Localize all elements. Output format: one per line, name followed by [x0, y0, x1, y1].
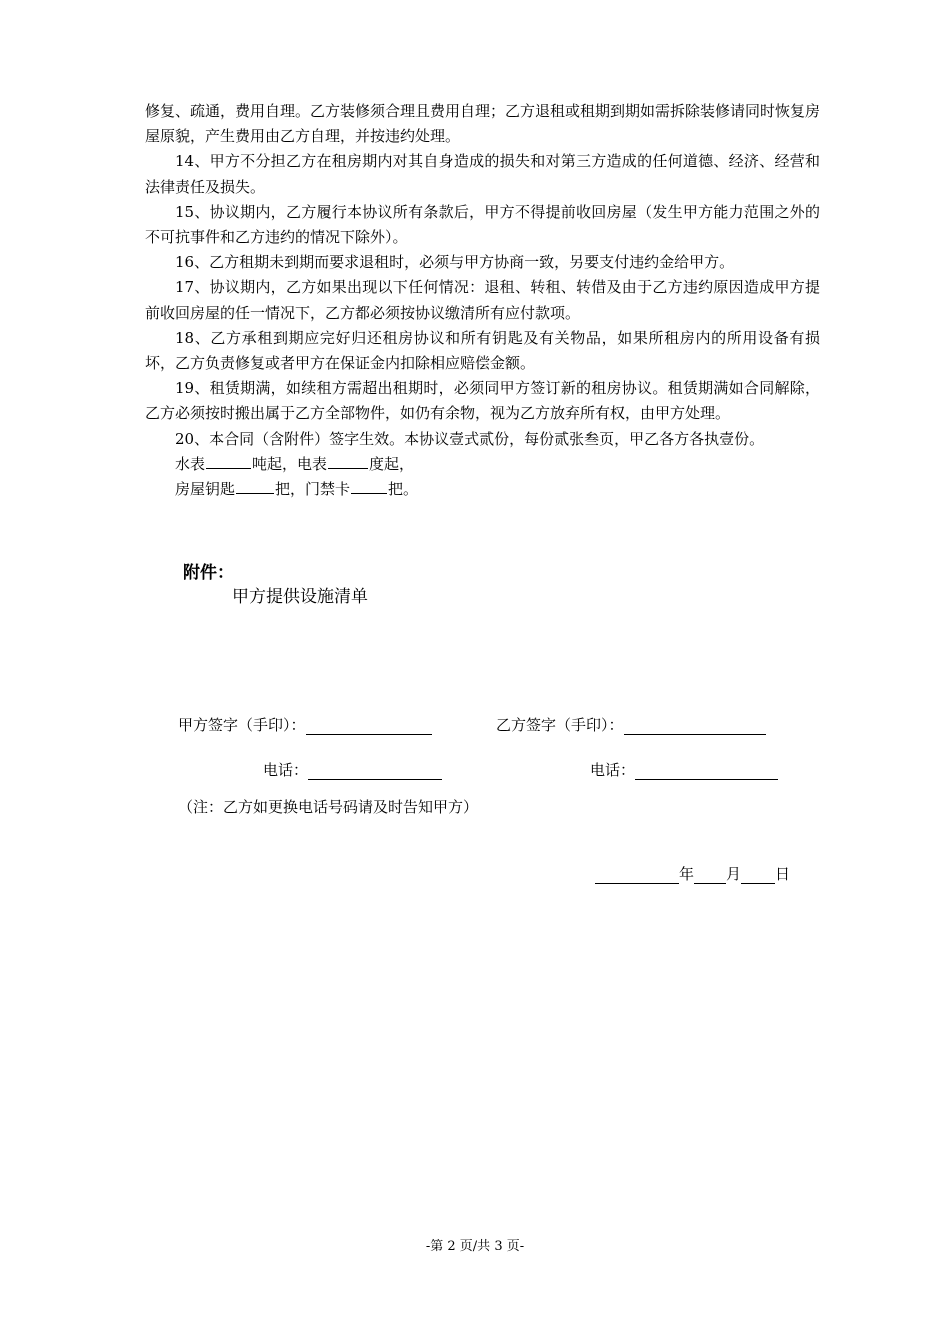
date-line [595, 863, 790, 884]
water-meter-unit: 吨起， [252, 454, 298, 473]
clause-19: 19、租赁期满，如续租方需超出租期时，必须同甲方签订新的租房协议。租赁期满如合同解除，乙方必须按时搬出属于乙方全部物件，如仍有余物，视为乙方放弃所有权，由甲方处理。 [145, 379, 820, 423]
clause-17: 17、协议期内，乙方如果出现以下任何情况：退租、转租、转借及由于乙方违约原因造成甲方提前收回房屋的任一情况下，乙方都必须按协议缴清所有应付款项。 [145, 278, 820, 322]
party-b-signature [496, 714, 766, 735]
party-a-signature [178, 714, 432, 735]
power-meter-unit: 度起， [369, 454, 415, 473]
page-footer: -第 2 页/共 3 页- [425, 1239, 525, 1254]
party-a-phone-label: 电话： [263, 761, 309, 779]
meter-readings-line [145, 452, 820, 477]
power-meter-blank[interactable] [328, 453, 368, 469]
clause-13-continued: 修复、疏通，费用自理。乙方装修须合理且费用自理；乙方退租或租期到期如需拆除装修请同时恢复房屋原貌，产生费用由乙方自理，并按违约处理。 [145, 102, 821, 146]
attachment-title: 附件： [183, 563, 234, 583]
day-blank[interactable] [741, 866, 775, 884]
party-b-phone [590, 759, 778, 780]
access-card-label: 门禁卡 [305, 480, 351, 499]
clause-16: 16、乙方租期未到期而要求退租时，必须与甲方协商一致，另要支付违约金给甲方。 [175, 253, 735, 272]
clause-15: 15、协议期内，乙方履行本协议所有条款后，甲方不得提前收回房屋（发生甲方能力范围之外的不可抗事件和乙方违约的情况下除外）。 [145, 202, 820, 247]
clause-20: 20、本合同（含附件）签字生效。本协议壹式贰份，每份贰张叁页，甲乙各方各执壹份。 [175, 429, 765, 448]
party-b-phone-line[interactable] [635, 762, 778, 780]
party-a-phone [263, 759, 442, 780]
day-label: 日 [775, 865, 791, 883]
keys-line [145, 477, 820, 502]
party-b-phone-label: 电话： [590, 761, 636, 779]
house-keys-unit: 把， [275, 480, 306, 499]
house-keys-label: 房屋钥匙 [175, 480, 236, 499]
attachment-subtitle: 甲方提供设施清单 [232, 587, 368, 607]
year-blank[interactable] [595, 866, 679, 884]
power-meter-label: 电表 [297, 454, 328, 473]
clause-18: 18、乙方承租到期应完好归还租房协议和所有钥匙及有关物品，如果所租房内的所用设备有损坏，乙方负责修复或者甲方在保证金内扣除相应赔偿金额。 [145, 328, 820, 373]
party-a-signature-label: 甲方签字（手印）： [178, 716, 306, 734]
party-b-signature-label: 乙方签字（手印）： [496, 716, 624, 734]
access-card-unit: 把。 [388, 480, 419, 499]
water-meter-label: 水表 [175, 454, 206, 473]
month-blank[interactable] [694, 866, 726, 884]
year-label: 年 [679, 865, 695, 883]
water-meter-blank[interactable] [206, 453, 251, 469]
party-b-signature-line[interactable] [624, 717, 766, 735]
house-keys-blank[interactable] [236, 478, 274, 494]
party-a-phone-line[interactable] [308, 762, 442, 780]
party-a-signature-line[interactable] [306, 717, 432, 735]
clause-14: 14、甲方不分担乙方在租房期内对其自身造成的损失和对第三方造成的任何道德、经济、经营和法律责任及损失。 [145, 152, 820, 196]
phone-change-note: （注：乙方如更换电话号码请及时告知甲方） [178, 798, 479, 816]
access-card-blank[interactable] [351, 478, 387, 494]
month-label: 月 [726, 865, 742, 883]
contract-body [145, 99, 820, 502]
